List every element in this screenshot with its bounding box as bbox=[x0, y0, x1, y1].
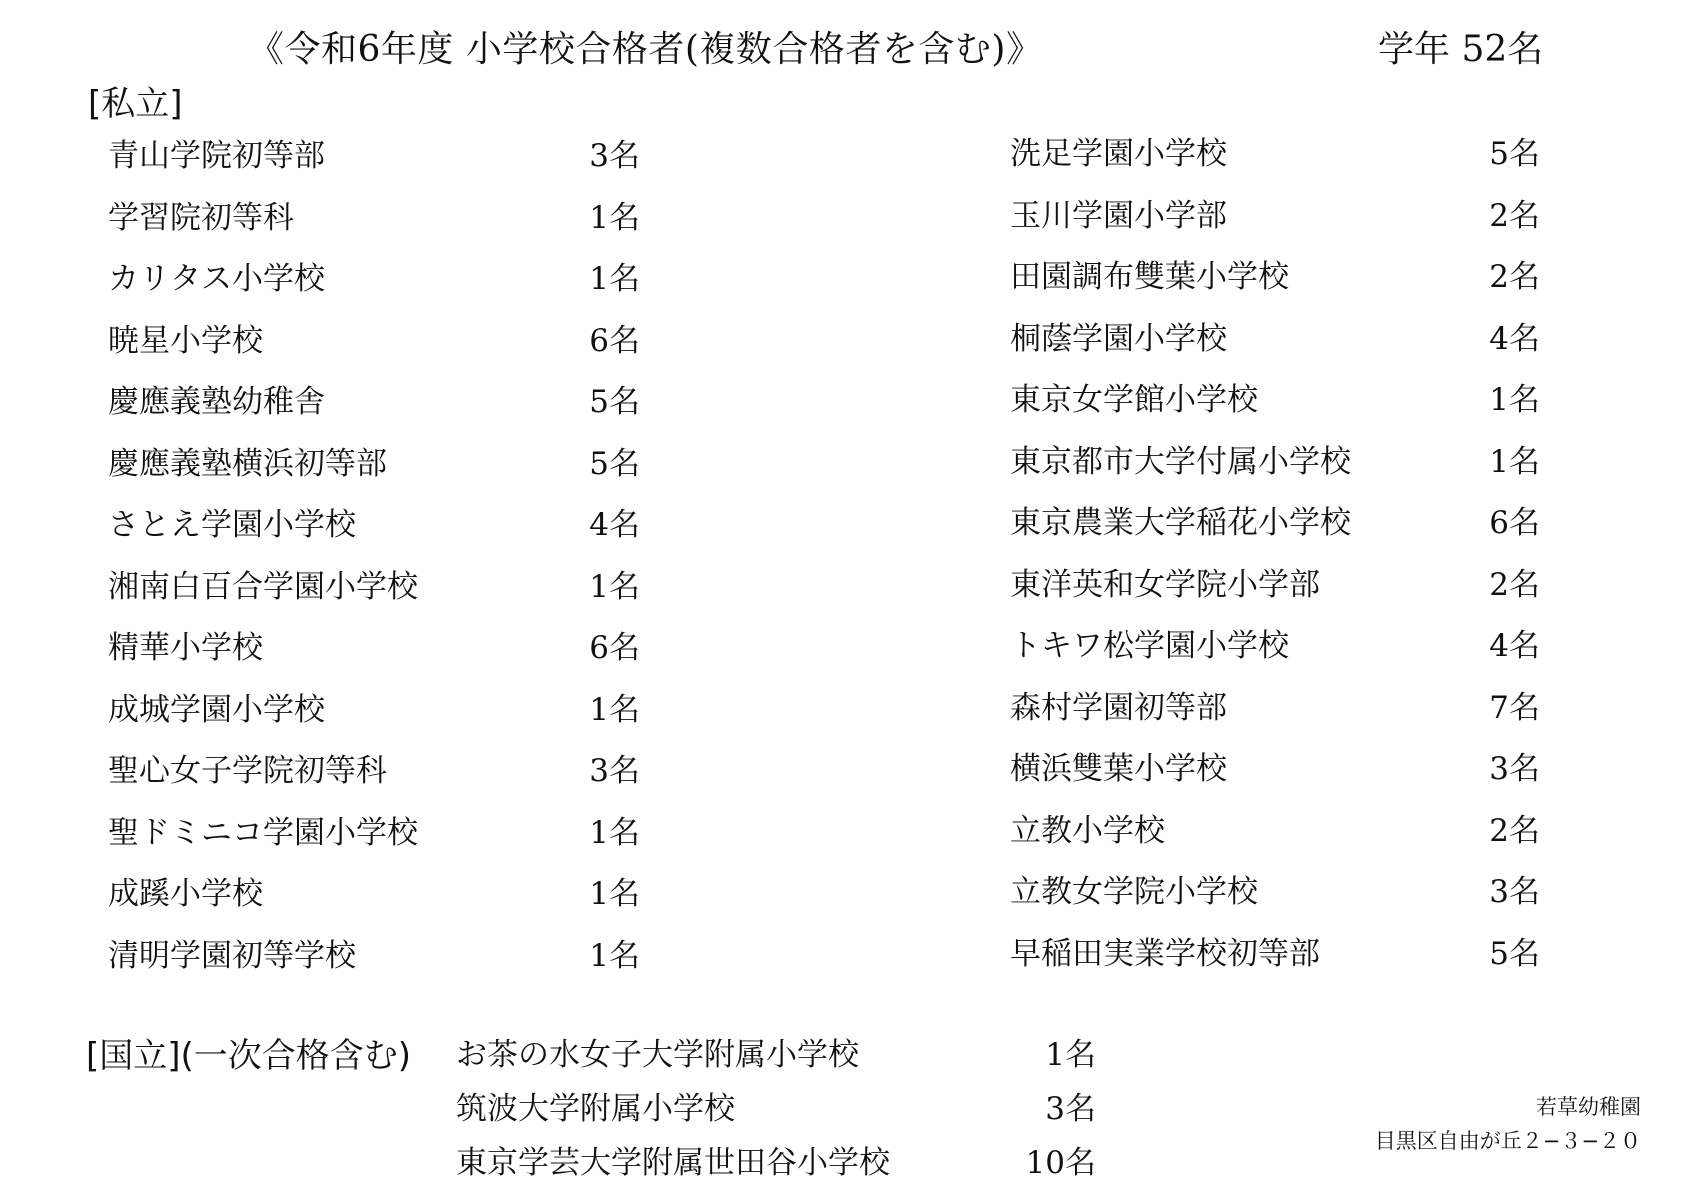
acceptance-count: 3名 bbox=[1045, 1091, 1096, 1127]
school-name: 東京女学館小学校 bbox=[1010, 382, 1258, 418]
school-name: カリタス小学校 bbox=[108, 261, 325, 297]
school-row bbox=[1010, 924, 1540, 986]
school-row bbox=[1010, 678, 1540, 740]
acceptance-count: 6名 bbox=[1489, 505, 1540, 541]
school-name: 田園調布雙葉小学校 bbox=[1010, 259, 1289, 295]
school-row bbox=[1010, 801, 1540, 863]
school-row bbox=[456, 1028, 1096, 1082]
school-row bbox=[108, 495, 648, 557]
acceptance-count: 1名 bbox=[589, 261, 640, 297]
school-name: 東京学芸大学附属世田谷小学校 bbox=[456, 1145, 890, 1181]
school-name: 聖ドミニコ学園小学校 bbox=[108, 814, 418, 851]
school-name: 桐蔭学園小学校 bbox=[1010, 320, 1227, 357]
school-row bbox=[1010, 739, 1540, 801]
school-name: 東京都市大学付属小学校 bbox=[1010, 443, 1351, 480]
school-row bbox=[108, 618, 648, 680]
school-name: 清明学園初等学校 bbox=[108, 937, 356, 974]
kindergarten-footer bbox=[1375, 1090, 1641, 1158]
acceptance-count: 2名 bbox=[1489, 197, 1540, 234]
school-row bbox=[108, 372, 648, 434]
kindergarten-address: 目黒区自由が丘２−３−２０ bbox=[1374, 1129, 1641, 1153]
school-name: 精華小学校 bbox=[108, 630, 263, 666]
school-name: 学習院初等科 bbox=[108, 199, 294, 236]
private-school-list-left bbox=[108, 126, 648, 987]
school-name: 湘南白百合学園小学校 bbox=[108, 568, 418, 605]
school-row bbox=[1010, 186, 1540, 248]
school-name: 聖心女子学院初等科 bbox=[108, 753, 387, 789]
acceptance-count: 5名 bbox=[1489, 935, 1540, 972]
acceptance-count: 1名 bbox=[589, 568, 640, 605]
acceptance-count: 7名 bbox=[1489, 689, 1540, 726]
school-row bbox=[1010, 370, 1540, 432]
school-row bbox=[1010, 616, 1540, 678]
school-name: 青山学院初等部 bbox=[108, 138, 325, 174]
acceptance-count: 4名 bbox=[589, 507, 640, 543]
acceptance-count: 3名 bbox=[1489, 751, 1540, 787]
school-row bbox=[108, 864, 648, 926]
school-row bbox=[108, 126, 648, 188]
school-row bbox=[1010, 555, 1540, 617]
school-name: 横浜雙葉小学校 bbox=[1010, 751, 1227, 787]
school-row bbox=[108, 249, 648, 311]
school-name: 洗足学園小学校 bbox=[1010, 136, 1227, 172]
acceptance-count: 4名 bbox=[1489, 628, 1540, 664]
acceptance-count: 1名 bbox=[589, 814, 640, 851]
acceptance-count: 3名 bbox=[1489, 874, 1540, 910]
acceptance-count: 3名 bbox=[589, 138, 640, 174]
acceptance-count: 1名 bbox=[1489, 443, 1540, 480]
school-name: 東京農業大学稲花小学校 bbox=[1010, 505, 1351, 541]
acceptance-count: 1名 bbox=[589, 691, 640, 728]
school-row bbox=[1010, 247, 1540, 309]
school-row bbox=[1010, 432, 1540, 494]
school-name: 立教小学校 bbox=[1010, 812, 1165, 849]
school-row bbox=[108, 741, 648, 803]
school-name: さとえ学園小学校 bbox=[108, 507, 356, 543]
page-title: 《令和6年度 小学校合格者(複数合格者を含む)》 bbox=[248, 29, 1043, 70]
school-row bbox=[108, 434, 648, 496]
grade-total: 学年 52名 bbox=[1378, 29, 1544, 70]
acceptance-count: 5名 bbox=[589, 445, 640, 482]
school-name: 玉川学園小学部 bbox=[1010, 197, 1227, 234]
school-name: 慶應義塾幼稚舎 bbox=[108, 384, 325, 420]
school-row bbox=[108, 557, 648, 619]
acceptance-count: 1名 bbox=[589, 199, 640, 236]
acceptance-count: 1名 bbox=[589, 937, 640, 974]
kindergarten-name: 若草幼稚園 bbox=[1536, 1095, 1641, 1119]
school-name: 立教女学院小学校 bbox=[1010, 874, 1258, 910]
school-name: 暁星小学校 bbox=[108, 322, 263, 359]
school-name: お茶の水女子大学附属小学校 bbox=[456, 1037, 859, 1073]
school-row bbox=[1010, 493, 1540, 555]
school-name: 東洋英和女学院小学部 bbox=[1010, 566, 1320, 603]
acceptance-count: 6名 bbox=[589, 630, 640, 666]
school-row bbox=[108, 188, 648, 250]
national-school-list bbox=[456, 1028, 1096, 1190]
school-row bbox=[1010, 309, 1540, 371]
national-section-heading: [国立](一次合格含む) bbox=[86, 1036, 412, 1076]
school-row bbox=[108, 803, 648, 865]
acceptance-count: 2名 bbox=[1489, 259, 1540, 295]
school-row bbox=[108, 680, 648, 742]
acceptance-count: 1名 bbox=[589, 876, 640, 912]
acceptance-count: 1名 bbox=[1489, 382, 1540, 418]
acceptance-count: 3名 bbox=[589, 753, 640, 789]
school-name: トキワ松学園小学校 bbox=[1010, 628, 1289, 664]
private-section-heading: [私立] bbox=[88, 84, 183, 124]
acceptance-count: 4名 bbox=[1489, 320, 1540, 357]
school-row bbox=[456, 1136, 1096, 1190]
acceptance-count: 5名 bbox=[589, 384, 640, 420]
school-row bbox=[108, 926, 648, 988]
school-row bbox=[1010, 124, 1540, 186]
acceptance-count: 2名 bbox=[1489, 812, 1540, 849]
acceptance-count: 10名 bbox=[1025, 1145, 1096, 1181]
private-school-list-right bbox=[1010, 124, 1540, 985]
acceptance-count: 1名 bbox=[1045, 1037, 1096, 1073]
acceptance-count: 5名 bbox=[1489, 136, 1540, 172]
school-name: 慶應義塾横浜初等部 bbox=[108, 445, 387, 482]
school-name: 成蹊小学校 bbox=[108, 876, 263, 912]
school-name: 早稲田実業学校初等部 bbox=[1010, 935, 1320, 972]
school-row bbox=[456, 1082, 1096, 1136]
school-name: 筑波大学附属小学校 bbox=[456, 1091, 735, 1127]
school-name: 成城学園小学校 bbox=[108, 691, 325, 728]
school-row bbox=[1010, 862, 1540, 924]
school-name: 森村学園初等部 bbox=[1010, 689, 1227, 726]
acceptance-count: 2名 bbox=[1489, 566, 1540, 603]
acceptance-count: 6名 bbox=[589, 322, 640, 359]
school-row bbox=[108, 311, 648, 373]
